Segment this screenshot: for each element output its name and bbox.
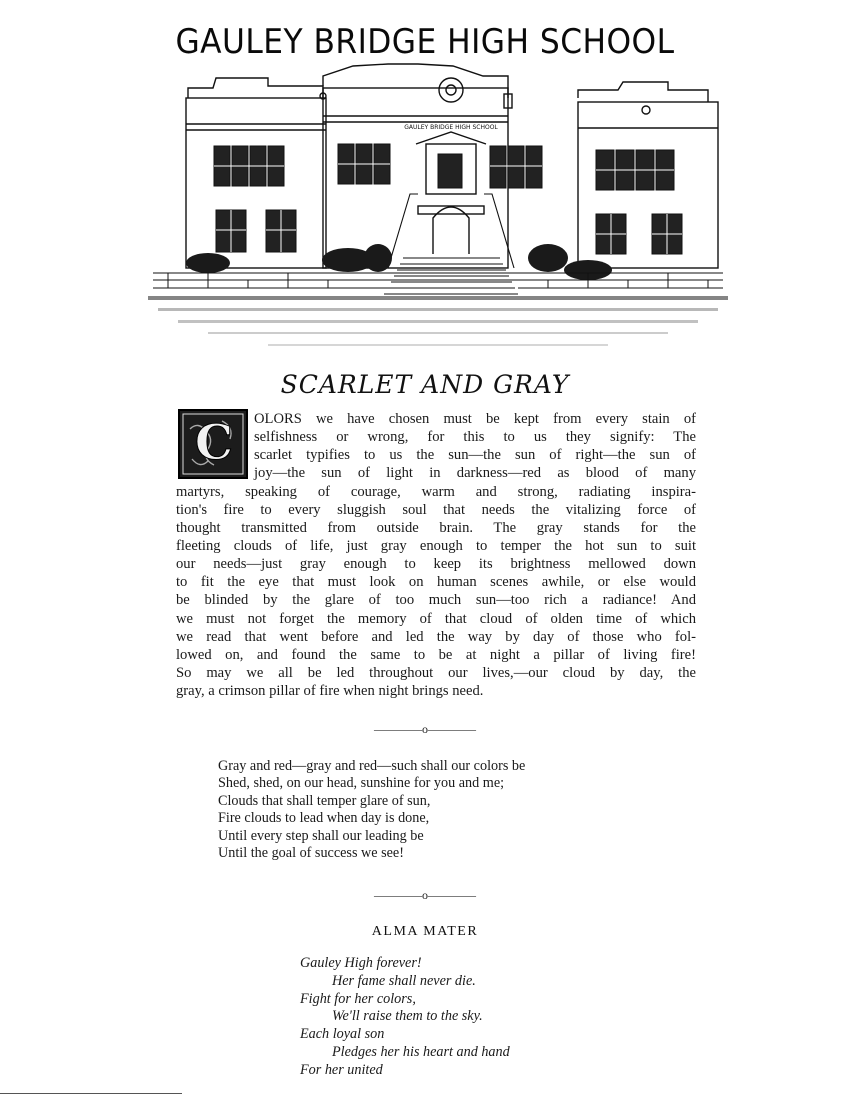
lyric-line: For her united bbox=[300, 1061, 383, 1078]
paragraph-line: be blinded by the glare of too much sun—too rich a radiance! And bbox=[176, 592, 696, 609]
poem-line: Fire clouds to lead when day is done, bbox=[218, 810, 430, 827]
page-title: GAULEY BRIDGE HIGH SCHOOL bbox=[175, 22, 675, 62]
paragraph-line: So may we all be led throughout our lives,—our cloud by day, the bbox=[176, 664, 696, 681]
colors-poem bbox=[218, 758, 658, 862]
lyric-line: We'll raise them to the sky. bbox=[332, 1008, 483, 1025]
lyric-line: Her fame shall never die. bbox=[332, 972, 476, 989]
section-separator: ————o———— bbox=[374, 722, 476, 736]
lyric-line: Fight for her colors, bbox=[300, 990, 416, 1007]
dropcap-letter: C bbox=[194, 415, 234, 471]
page-edge-rule bbox=[0, 1093, 182, 1094]
paragraph-line: lowed on, and found the same to be at night a pillar of living fire! bbox=[176, 646, 696, 663]
poem-line: Clouds that shall temper glare of sun, bbox=[218, 792, 431, 809]
section-title: SCARLET AND GRAY bbox=[280, 370, 570, 399]
alma-mater-title: ALMA MATER bbox=[371, 924, 479, 939]
lyric-line: Each loyal son bbox=[300, 1026, 385, 1043]
paragraph-line: selfishness or wrong, for this to us they signify: The bbox=[254, 429, 696, 446]
paragraph-line: fleeting clouds of life, just gray enough to temper the hot sun to suit bbox=[176, 537, 696, 554]
poem-line: Shed, shed, on our head, sunshine for you and me; bbox=[218, 775, 505, 792]
paragraph-line: tion's fire to every sluggish soul that needs the vitalizing force of bbox=[176, 501, 696, 518]
paragraph-line: martyrs, speaking of courage, warm and strong, radiating inspira- bbox=[176, 483, 696, 500]
alma-mater-lyrics bbox=[300, 955, 620, 1080]
poem-line: Until every step shall our leading be bbox=[218, 827, 424, 844]
poem-line: Gray and red—gray and red—such shall our colors be bbox=[218, 758, 526, 774]
paragraph-line: we read that went before and led the way by day of those who fol- bbox=[176, 628, 696, 645]
lyric-line: Gauley High forever! bbox=[300, 955, 422, 971]
school-building-illustration bbox=[148, 58, 728, 378]
paragraph-line: our needs—just gray enough to keep its brightness mellowed down bbox=[176, 556, 696, 573]
paragraph-line: OLORS we have chosen must be kept from every stain of bbox=[254, 411, 696, 427]
paragraph-line: thought transmitted from outside brain. The gray stands for the bbox=[176, 519, 696, 536]
paragraph-line: scarlet typifies to us the sun—the sun of right—the sun of bbox=[254, 447, 696, 464]
paragraph-line: joy—the sun of light in darkness—red as blood of many bbox=[254, 465, 696, 482]
paragraph-line: to fit the eye that must look on human scenes awhile, or else would bbox=[176, 574, 696, 591]
poem-line: Until the goal of success we see! bbox=[218, 845, 404, 862]
lyric-line: Pledges her his heart and hand bbox=[332, 1043, 510, 1060]
scarlet-and-gray-paragraph bbox=[176, 410, 696, 700]
facade-sign: GAULEY BRIDGE HIGH SCHOOL bbox=[404, 124, 498, 131]
section-separator: ————o———— bbox=[374, 888, 476, 902]
paragraph-line: we must not forget the memory of that cloud of olden time of which bbox=[176, 610, 696, 627]
paragraph-line: gray, a crimson pillar of fire when night brings need. bbox=[176, 683, 484, 700]
